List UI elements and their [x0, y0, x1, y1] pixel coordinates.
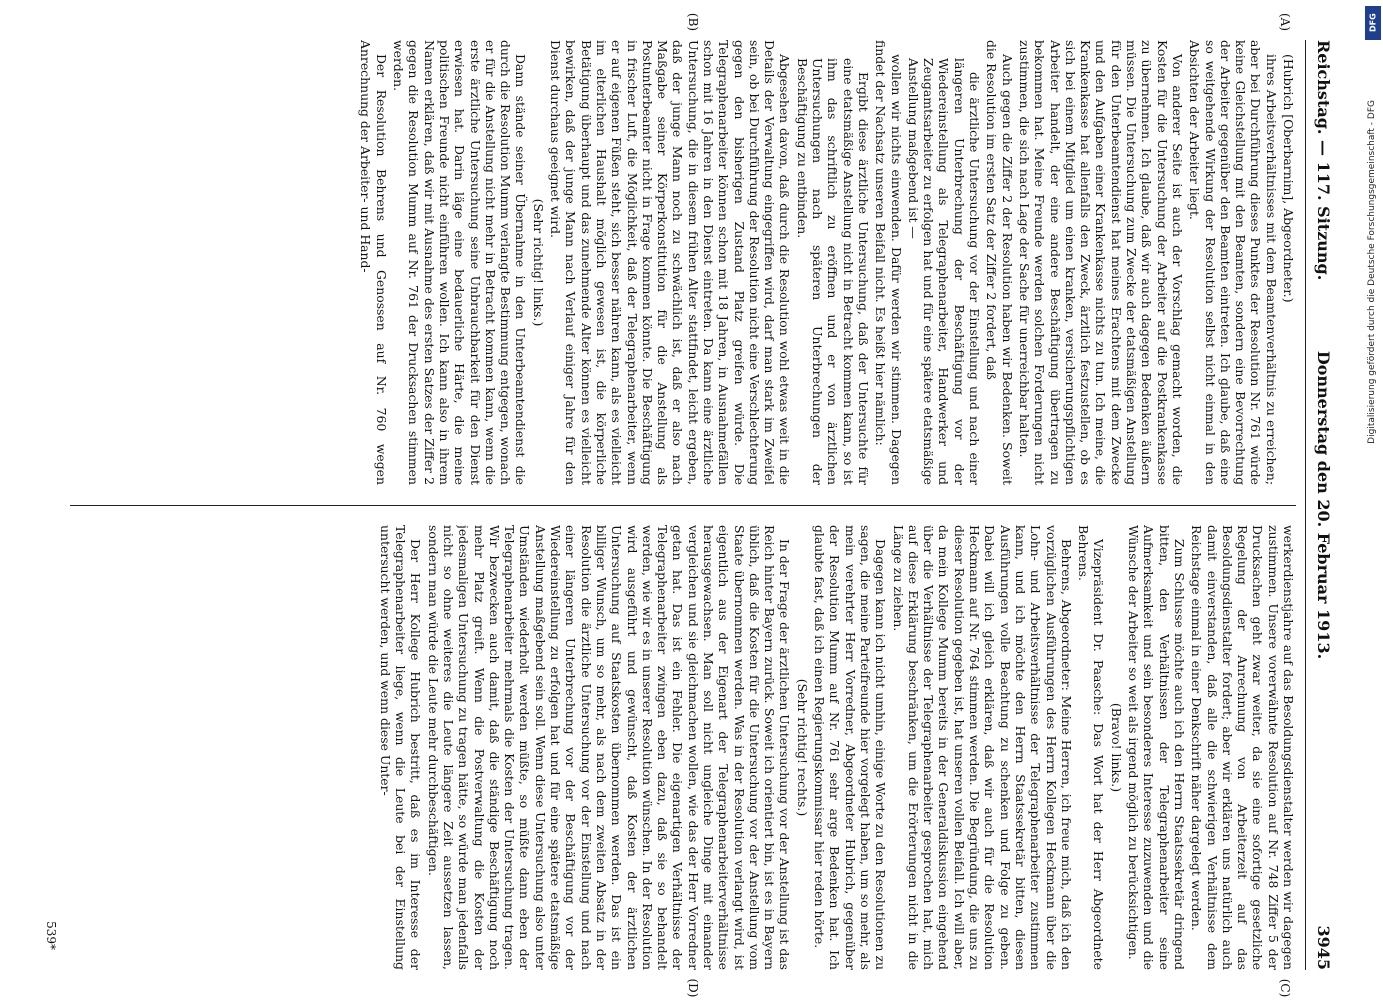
margin-letter-d: (D): [686, 978, 700, 998]
paragraph: Behrens, Abgeordneter: Meine Herren, ich freue mich, daß ich den vorzüglichen Ausführungen des Herrn Kollegen Heckmann über die Lohn- und Arbeitsverhältnisse der Telegraphenarbeiter zustimmen kann, und ich möchte den Herrn Staatssekretär bitten, diesen Ausführungen volle Beachtung zu schenken und Folge zu geben. Dabei will ich gleich erklären, daß wir auch für die Resolution Heckmann auf Nr. 764 stimmen werden. Die Begründung, die uns zu dieser Resolution gegeben ist, hat unseren vollen Beifall. Ich will aber, da mein Kollege Mumm bereits in der Generaldiskussion eingehend über die Verhältnisse der Telegraphenarbeiter gesprochen hat, mich auf diese Erklärung beschränken, um die Erörterungen nicht in die Länge zu ziehen.: [890, 525, 1074, 970]
paragraph: Ergibt diese ärztliche Untersuchung, daß der Untersuchte für eine etatsmäßige Anstellung nicht in Betracht kommen kann, so ist ihm das schriftlich zu eröffnen und er von ärztlichen Untersuchungen nach späteren Unterbrechungen der Beschäftigung zu entbinden.: [794, 58, 871, 485]
paragraph: Dann stände seiner Übernahme in den Unterbeamtendienst die durch die Resolution Mumm verlangte Bestimmung entgegen, wonach er für die Anstellung nicht mehr in Betracht kommen kann, wenn die erste ärztliche Untersuchung seine Unbrauchbarkeit für den Dienst erwiesen hat. Darin läge eine bedauerliche Härte, die meine politischen Freunde nicht einführen wollen. Ich kann also in ihrem Namen erklären, daß wir mit Ausnahme des ersten Satzes der Ziffer 2 gegen die Resolution Mumm auf Nr. 761 der Drucksachen stimmen werden.: [391, 40, 529, 485]
paragraph: Vizepräsident Dr. Paasche: Das Wort hat der Herr Abgeordnete Behrens.: [1076, 525, 1107, 970]
paragraph: Zum Schlusse möchte auch ich den Herrn Staatssekretär dringend bitten, den Verhältnissen der Telegraphenarbeiter seine Aufmerksamkeit und sein besonderes Interesse zuzuwenden und die Wünsche der Arbeiter so weit als irgend möglich zu berücksichtigen.: [1126, 525, 1187, 970]
margin-letter-c: (C): [1278, 978, 1292, 998]
dfg-logo: DFG: [1365, 6, 1381, 40]
interjection: (Bravo! links.): [1108, 702, 1124, 793]
header-rule: [1305, 40, 1306, 970]
rotated-page: [40, 12, 1340, 998]
header-left: Reichstag. — 117. Sitzung.: [1314, 40, 1333, 281]
paragraph: ihres Arbeitsverhältnisses mit dem Beamtenverhältnis zu erreichen; aber bei Durchführung dieses Punktes der Resolution Nr. 761 würde keine Gleichstellung mit den Beamten, sondern eine Bevorrechtung der Arbeiter gegenüber den Beamten eintreten. Ich glaube, daß eine so weitgehende Wirkung der Resolution selbst nicht einmal in den Absichten der Arbeiter liegt.: [1187, 40, 1279, 485]
page-header: [1306, 40, 1340, 970]
right-column: [70, 525, 1296, 970]
paragraph: Der Herr Kollege Hubrich bestritt, daß es im Interesse der Telegraphenarbeiter liege, wenn die Leute bei der Einstellung untersucht werden, und wenn diese Unter-: [377, 525, 424, 970]
column-rule: [70, 505, 1296, 506]
paragraph: Von anderer Seite ist auch der Vorschlag gemacht worden, die Kosten für die Untersuchung der Arbeiter auf die Postkrankenkasse zu übernehmen. Ich glaube, daß wir auch dagegen Bedenken äußern müssen. Die Untersuchung zum Zwecke der etatsmäßigen Anstellung für den Unterbeamtendienst hat meines Erachtens mit dem Zwecke und den Aufgaben einer Krankenkasse nichts zu tun. Ich meine, die Krankenkasse hat allenfalls den Zweck, ärztlich festzustellen, ob es sich bei einem Mitglied um einen kranken, versicherungspflichtigen Arbeiter handelt, der eine andere Beschäftigung übertragen zu bekommen hat. Meine Freunde werden solchen Forderungen nicht zustimmen, die sich nach Lage der Sache für unerreichbar halten.: [1016, 40, 1185, 485]
paragraph: (Hubrich [Oberbarnim], Abgeordneter.): [1281, 54, 1296, 303]
interjection: (Sehr richtig! links.): [530, 198, 546, 327]
side-strip: [1363, 0, 1383, 1000]
paragraph: Der Resolution Behrens und Genossen auf Nr. 760 wegen Anrechnung der Arbeiter- und Hand-: [358, 40, 389, 485]
left-column: [70, 40, 1296, 485]
footer-signature: 539*: [44, 921, 58, 950]
paragraph: Abgesehen davon, daß durch die Resolution wohl etwas weit in die Details der Verwaltung eingegriffen wird, darf man stark im Zweifel sein, ob bei Durchführung der Resolution nicht eine Verschlechterung gegen den bisherigen Zustand Platz greifen würde. Die Telegraphenarbeiter können schon mit 18 Jahren, in Ausnahmefällen schon mit 16 Jahren in den Dienst eintreten. Da kann eine ärztliche Untersuchung, die in diesem frühen Alter stattfindet, leicht ergeben, daß der junge Mann noch zu schwächlich ist, daß er also nach Maßgabe seiner Körperkonstitution für die Anstellung als Postunterbeamter nicht in Frage kommen könnte. Die Beschäftigung in frischer Luft, die Möglichkeit, daß der Telegraphenarbeiter, wenn er auf eigenen Füßen steht, sich besser nähren kann, als es vielleicht im elterlichen Haushalt möglich gewesen ist, die körperliche Betätigung überhaupt und das zunehmende Alter können es vielleicht bewirken, daß der junge Mann nach Verlauf einiger Jahre für den Dienst durchaus geeignet wird.: [548, 40, 793, 485]
margin-letter-b: (B): [686, 12, 700, 32]
interjection: (Sehr richtig! rechts.): [794, 678, 810, 817]
paragraph: Dagegen kann ich nicht umhin, einige Worte zu den Resolutionen zu sagen, die meine Parteifreunde hier vorgelegt haben, um so mehr, als mein verehrter Herr Vorredner, Abgeordneter Hubrich, gegenüber der Resolution Mumm auf Nr. 761 sehr arge Bedenken hat. Ich glaubte fast, daß ich einen Regierungskommissar hier reden hörte.: [812, 525, 889, 970]
paragraph: wollen wir nichts einwenden. Dafür werden wir stimmen. Dagegen findet der Nachsatz unseren Beifall nicht. Es heißt hier nämlich:: [873, 40, 904, 485]
paragraph: die ärztliche Untersuchung vor der Einstellung und nach einer längeren Unterbrechung der Beschäftigung vor der Wiedereinstellung als Telegraphenarbeiter, Handwerker und Zeugamtsarbeiter zu erfolgen hat und für eine spätere etatsmäßige Anstellung maßgebend ist —: [905, 58, 983, 485]
header-date: Donnerstag den 20. Februar 1913.: [1314, 350, 1333, 660]
digitization-credit: Digitalisierung gefördert durch die Deutsche Forschungsgemeinschaft - DFG: [1367, 100, 1377, 444]
paragraph: werkerdienstjahre auf das Besoldungsdienstalter werden wir dagegen zustimmen. Unsere vorerwähnte Resolution auf Nr. 748 Ziffer 5 der Drucksachen geht zwar weiter, da sie eine sofortige gesetzliche Regelung der Anrechnung von Arbeiterzeit auf das Besoldungsdienstalter fordert; aber wir erklären uns natürlich auch damit einverstanden, daß alle die schwierigen Verhältnisse dem Reichstage einmal in einer Denkschrift näher dargelegt werden.: [1189, 525, 1296, 970]
paragraph: Auch gegen die Ziffer 2 der Resolution haben wir Bedenken. Soweit die Resolution im ersten Satz der Ziffer 2 fordert, daß: [984, 40, 1015, 485]
page-number: 3945: [1314, 925, 1333, 970]
paragraph: In der Frage der ärztlichen Untersuchung vor der Anstellung ist das Reich hinter Bayern zurück. Soweit ich orientiert bin, ist es in Bayern üblich, daß die Kosten für die Untersuchung vor der Anstellung vom Staate übernommen werden. Was in der Resolution verlangt wird, ist eigentlich aus der Eigenart der Telegraphenarbeiterverhältnisse herausgewachsen. Man soll nicht ungleiche Dinge mit einander vergleichen und sie gleichmachen wollen, wie das der Herr Vorredner getan hat. Das ist ein Fehler. Die eigenartigen Verhältnisse der Telegraphenarbeiter zwingen eben dazu, daß sie so behandelt werden, wie wir es in unserer Resolution wünschen. In der Resolution wird ausgeführt und gewünscht, daß Kosten der ärztlichen Untersuchung auf Staatskosten übernommen werden. Das ist ein billiger Wunsch, um so mehr, als nach dem zweiten Absatz in der Resolution die ärztliche Untersuchung vor der Einstellung und nach einer längeren Unterbrechung vor der Beschäftigung vor der Wiedereinstellung zu erfolgen hat und für eine spätere etatsmäßige Anstellung maßgebend sein soll. Wenn diese Untersuchung also unter Umständen wiederholt werden müßte, so müßte dann eben der Telegraphenarbeiter mehrmals die Kosten der Untersuchung tragen. Wir bezwecken auch damit, daß die ständige Beschäftigung noch mehr Platz greift. Wenn die Postverwaltung die Kosten der jedesmaligen Untersuchung zu tragen hätte, so würde man jedenfalls nicht so ohne weiteres die Leute längere Zeit aussetzen lassen, sondern man würde die Leute mehr durchbeschäftigen.: [425, 525, 793, 970]
margin-letter-a: (A): [1278, 12, 1292, 32]
